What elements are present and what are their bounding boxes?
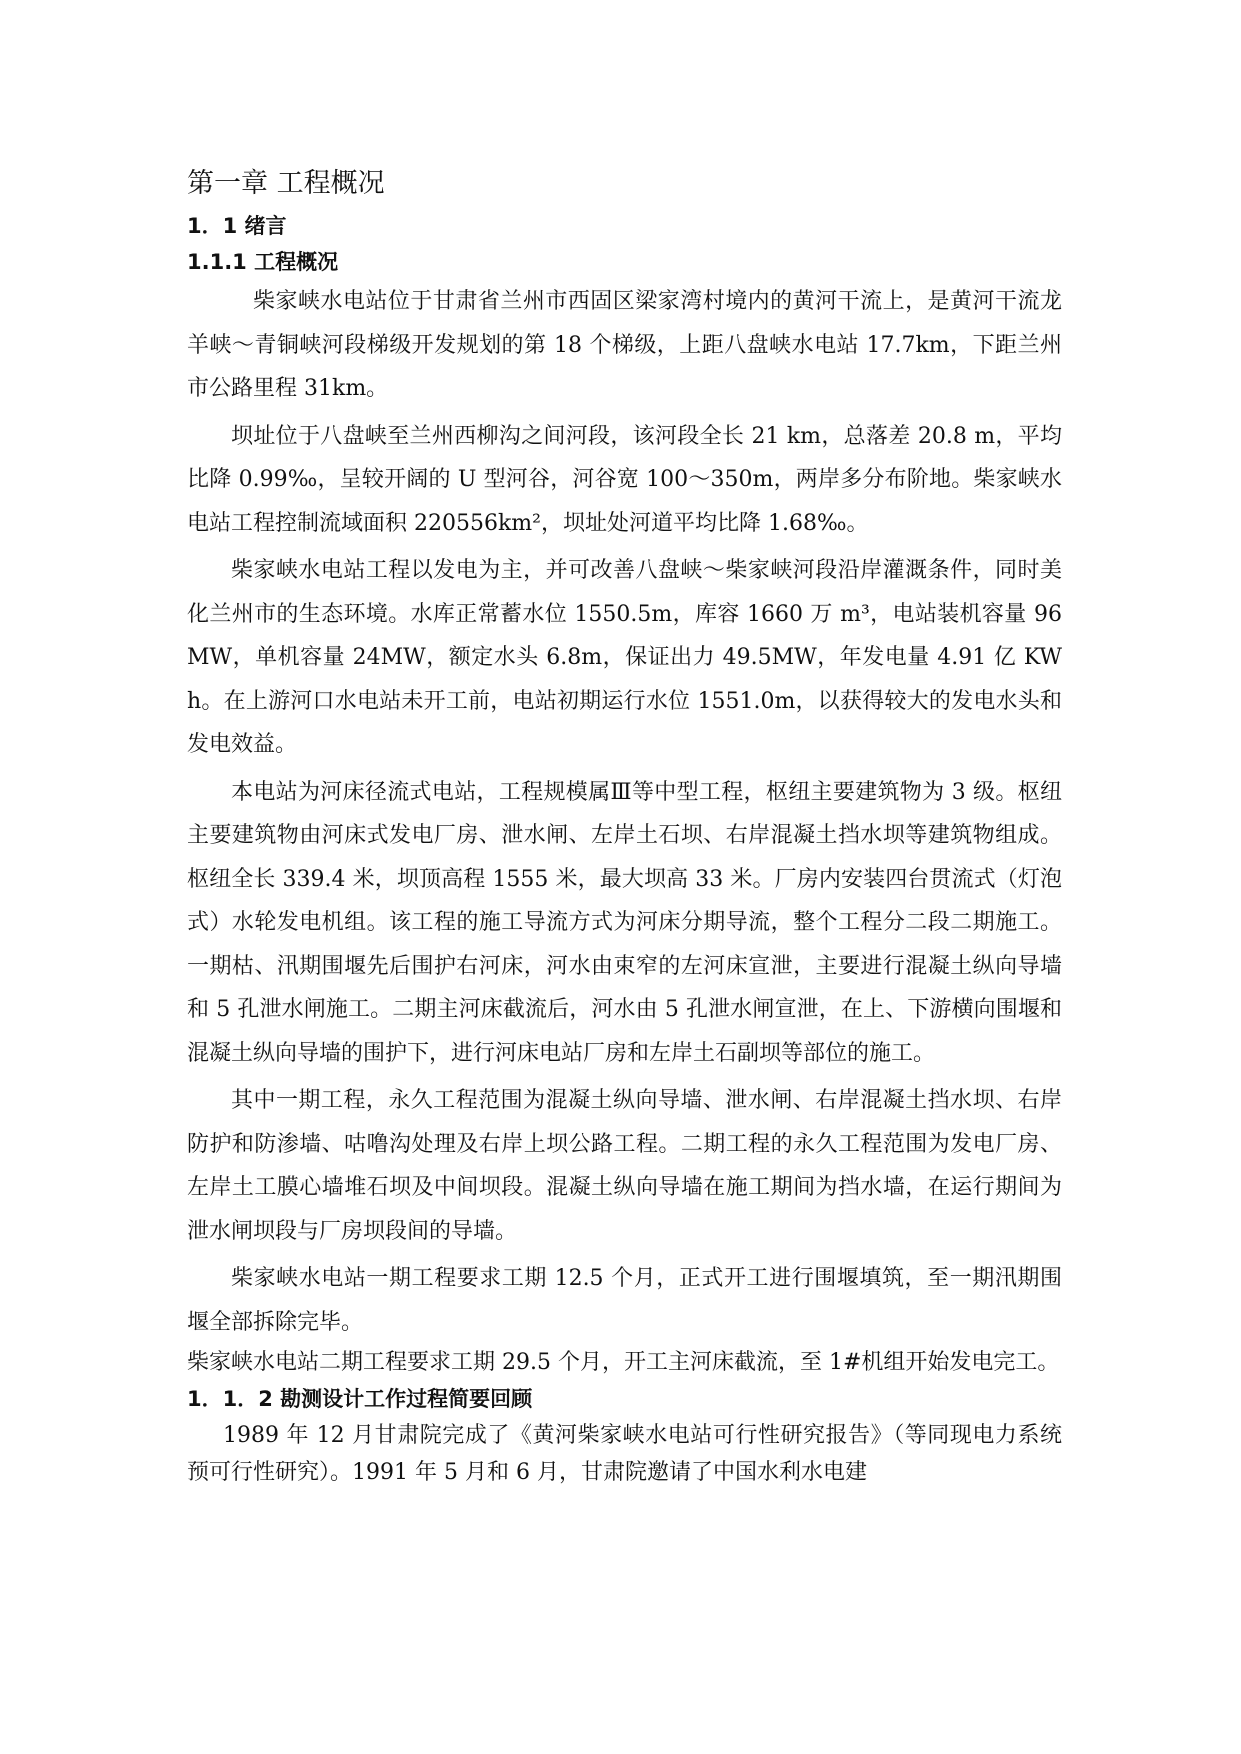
section-heading-1-1: 1．1 绪言 [187,214,287,238]
section-heading-1-1-1: 1.1.1 工程概况 [187,250,339,274]
paragraph-purpose: 柴家峡水电站工程以发电为主，并可改善八盘峡～柴家峡河段沿岸灌溉条件，同时美化兰州市的生态环境。水库正常蓄水位 1550.5m，库容 1660 万 m³，电站装机容量 96MW，单机容量 24MW，额定水头 6.8m，保证出力 49.5MW，年发电量 4.91 亿 KWh。在上游河口水电站未开工前，电站初期运行水位 1551.0m，以获得较大的发电水头和发电效益。 [187,558,1062,757]
section-heading-1-1-2: 1．1．2 勘测设计工作过程简要回顾 [187,1387,533,1411]
document-page [187,160,1062,1491]
paragraph-phase-scope: 其中一期工程，永久工程范围为混凝土纵向导墙、泄水闸、右岸混凝土挡水坝、右岸防护和防渗墙、咕噜沟处理及右岸上坝公路工程。二期工程的永久工程范围为发电厂房、左岸土工膜心墙堆石坝及中间坝段。混凝土纵向导墙在施工期间为挡水墙，在运行期间为泄水闸坝段与厂房坝段间的导墙。 [187,1088,1062,1244]
paragraph-structure: 本电站为河床径流式电站，工程规模属Ⅲ等中型工程，枢纽主要建筑物为 3 级。枢纽主要建筑物由河床式发电厂房、泄水闸、左岸土石坝、右岸混凝土挡水坝等建筑物组成。枢纽全长 339.4 米，坝顶高程 1555 米，最大坝高 33 米。厂房内安装四台贯流式（灯泡式）水轮发电机组。该工程的施工导流方式为河床分期导流，整个工程分二段二期施工。一期枯、汛期围堰先后围护右河床，河水由束窄的左河床宣泄，主要进行混凝土纵向导墙和 5 孔泄水闸施工。二期主河床截流后，河水由 5 孔泄水闸宣泄，在上、下游横向围堰和混凝土纵向导墙的围护下，进行河床电站厂房和左岸土石副坝等部位的施工。 [187,779,1062,1066]
paragraph-design-history: 1989 年 12 月甘肃院完成了《黄河柴家峡水电站可行性研究报告》（等同现电力系统预可行性研究）。1991 年 5 月和 6 月，甘肃院邀请了中国水利水电建 [187,1423,1062,1485]
paragraph-phase1-schedule: 柴家峡水电站一期工程要求工期 12.5 个月，正式开工进行围堰填筑，至一期汛期围堰全部拆除完毕。 [187,1266,1062,1335]
paragraph-dam-site: 坝址位于八盘峡至兰州西柳沟之间河段，该河段全长 21 km，总落差 20.8 m，平均比降 0.99‰，呈较开阔的 U 型河谷，河谷宽 100～350m，两岸多分布阶地。柴家峡水电站工程控制流域面积 220556km²，坝址处河道平均比降 1.68‰。 [187,423,1062,536]
chapter-title: 第一章 工程概况 [187,168,385,199]
paragraph-location: 柴家峡水电站位于甘肃省兰州市西固区梁家湾村境内的黄河干流上，是黄河干流龙羊峡～青铜峡河段梯级开发规划的第 18 个梯级，上距八盘峡水电站 17.7km，下距兰州市公路里程 31km。 [187,289,1062,401]
paragraph-phase2-schedule: 柴家峡水电站二期工程要求工期 29.5 个月，开工主河床截流，至 1#机组开始发电完工。 [187,1350,1060,1375]
